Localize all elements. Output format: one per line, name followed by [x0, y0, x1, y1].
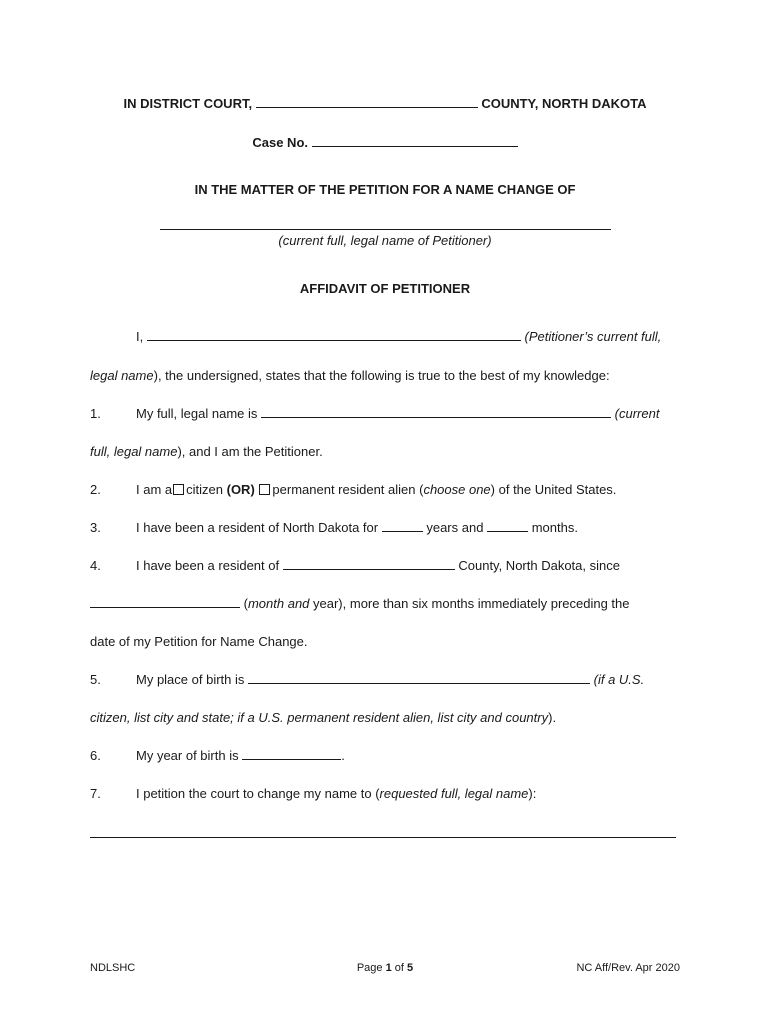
item-7-line [136, 786, 536, 801]
footer-page-mid: of [391, 962, 408, 974]
document-title: AFFIDAVIT OF PETITIONER [299, 281, 471, 296]
item-3-number: 3. [90, 520, 101, 535]
item-7-number: 7. [90, 786, 101, 801]
item-4-line [136, 558, 620, 573]
item-1-blank [261, 406, 611, 418]
case-no-blank [312, 135, 518, 147]
item-6-number: 6. [90, 748, 101, 763]
year-of-birth-blank [242, 748, 341, 760]
matter-title: IN THE MATTER OF THE PETITION FOR A NAME CHANGE OF [194, 182, 576, 197]
footer-page-total: 5 [407, 962, 414, 974]
item-6-line [136, 748, 345, 763]
item-3-text-a: I have been a resident of North Dakota for [136, 520, 379, 535]
permanent-resident-checkbox[interactable] [259, 484, 270, 495]
months-blank [487, 520, 528, 532]
item-1-cont-italic: full, legal name [90, 444, 178, 459]
requested-name-blank [90, 837, 676, 838]
item-1-continuation [90, 444, 323, 459]
item-4-continuation [90, 596, 630, 611]
court-heading-left: IN DISTRICT COURT, [123, 96, 253, 111]
item-1-line [136, 406, 659, 421]
years-blank [382, 520, 423, 532]
residence-since-blank [90, 596, 240, 608]
item-1-number: 1. [90, 406, 101, 421]
item-6-end: . [341, 748, 345, 763]
case-number-line [0, 135, 770, 150]
item-5-note: (if a U.S. [593, 672, 645, 687]
county-of-residence-blank [283, 558, 455, 570]
item-1-cont-rest: ), and I am the Petitioner. [177, 444, 323, 459]
item-4-cont-italic: month and [247, 596, 310, 611]
item-3-line [136, 520, 578, 535]
footer-left: NDLSHC [90, 962, 136, 974]
or-label: (OR) [226, 482, 255, 497]
place-of-birth-blank [248, 672, 590, 684]
intro-cont-rest: ), the undersigned, states that the following is true to the best of my knowledge: [153, 368, 610, 383]
item-4-continuation-2: date of my Petition for Name Change. [90, 634, 308, 649]
permanent-resident-label: permanent resident alien ( [272, 482, 424, 497]
intro-continuation [90, 368, 610, 383]
item-3-text-c: months. [531, 520, 578, 535]
item-4-text-b: County, North Dakota, since [458, 558, 620, 573]
item-5-cont-italic: citizen, list city and state; if a U.S. permanent resident alien, list city and country [90, 710, 549, 725]
court-heading-right: COUNTY, NORTH DAKOTA [481, 96, 647, 111]
footer-right: NC Aff/Rev. Apr 2020 [576, 962, 680, 974]
item-2-end: ) of the United States. [490, 482, 617, 497]
item-5-cont-rest: ). [548, 710, 557, 725]
item-7-italic: requested full, legal name [379, 786, 529, 801]
intro-note: (Petitioner’s current full, [524, 329, 662, 344]
item-2-text: I am a [136, 482, 173, 497]
item-5-number: 5. [90, 672, 101, 687]
item-5-continuation [90, 710, 556, 725]
petitioner-name-caption: (current full, legal name of Petitioner) [278, 233, 492, 248]
case-no-label: Case No. [252, 135, 308, 150]
county-blank [256, 96, 478, 108]
intro-line [136, 329, 661, 344]
footer-page-pre: Page [356, 962, 386, 974]
item-2-number: 2. [90, 482, 101, 497]
item-5-text: My place of birth is [136, 672, 245, 687]
choose-one-note: choose one [423, 482, 491, 497]
item-4-text-a: I have been a resident of [136, 558, 280, 573]
citizen-option-label: citizen [186, 482, 223, 497]
item-6-text: My year of birth is [136, 748, 239, 763]
item-2-line [136, 482, 616, 497]
item-7-end: ): [528, 786, 537, 801]
item-4-number: 4. [90, 558, 101, 573]
footer-page-num: 1 [385, 962, 392, 974]
item-1-text: My full, legal name is [136, 406, 258, 421]
item-7-text: I petition the court to change my name to ( [136, 786, 380, 801]
item-1-note: (current [614, 406, 660, 421]
intro-cont-italic: legal name [90, 368, 154, 383]
intro-prefix: I, [136, 329, 144, 344]
petitioner-name-blank [160, 229, 611, 230]
item-5-line [136, 672, 644, 687]
citizen-checkbox[interactable] [173, 484, 184, 495]
item-4-cont-open: ( [243, 596, 248, 611]
court-heading [0, 96, 770, 111]
intro-name-blank [147, 329, 521, 341]
item-4-cont-rest: year), more than six months immediately preceding the [309, 596, 630, 611]
item-3-text-b: years and [426, 520, 484, 535]
